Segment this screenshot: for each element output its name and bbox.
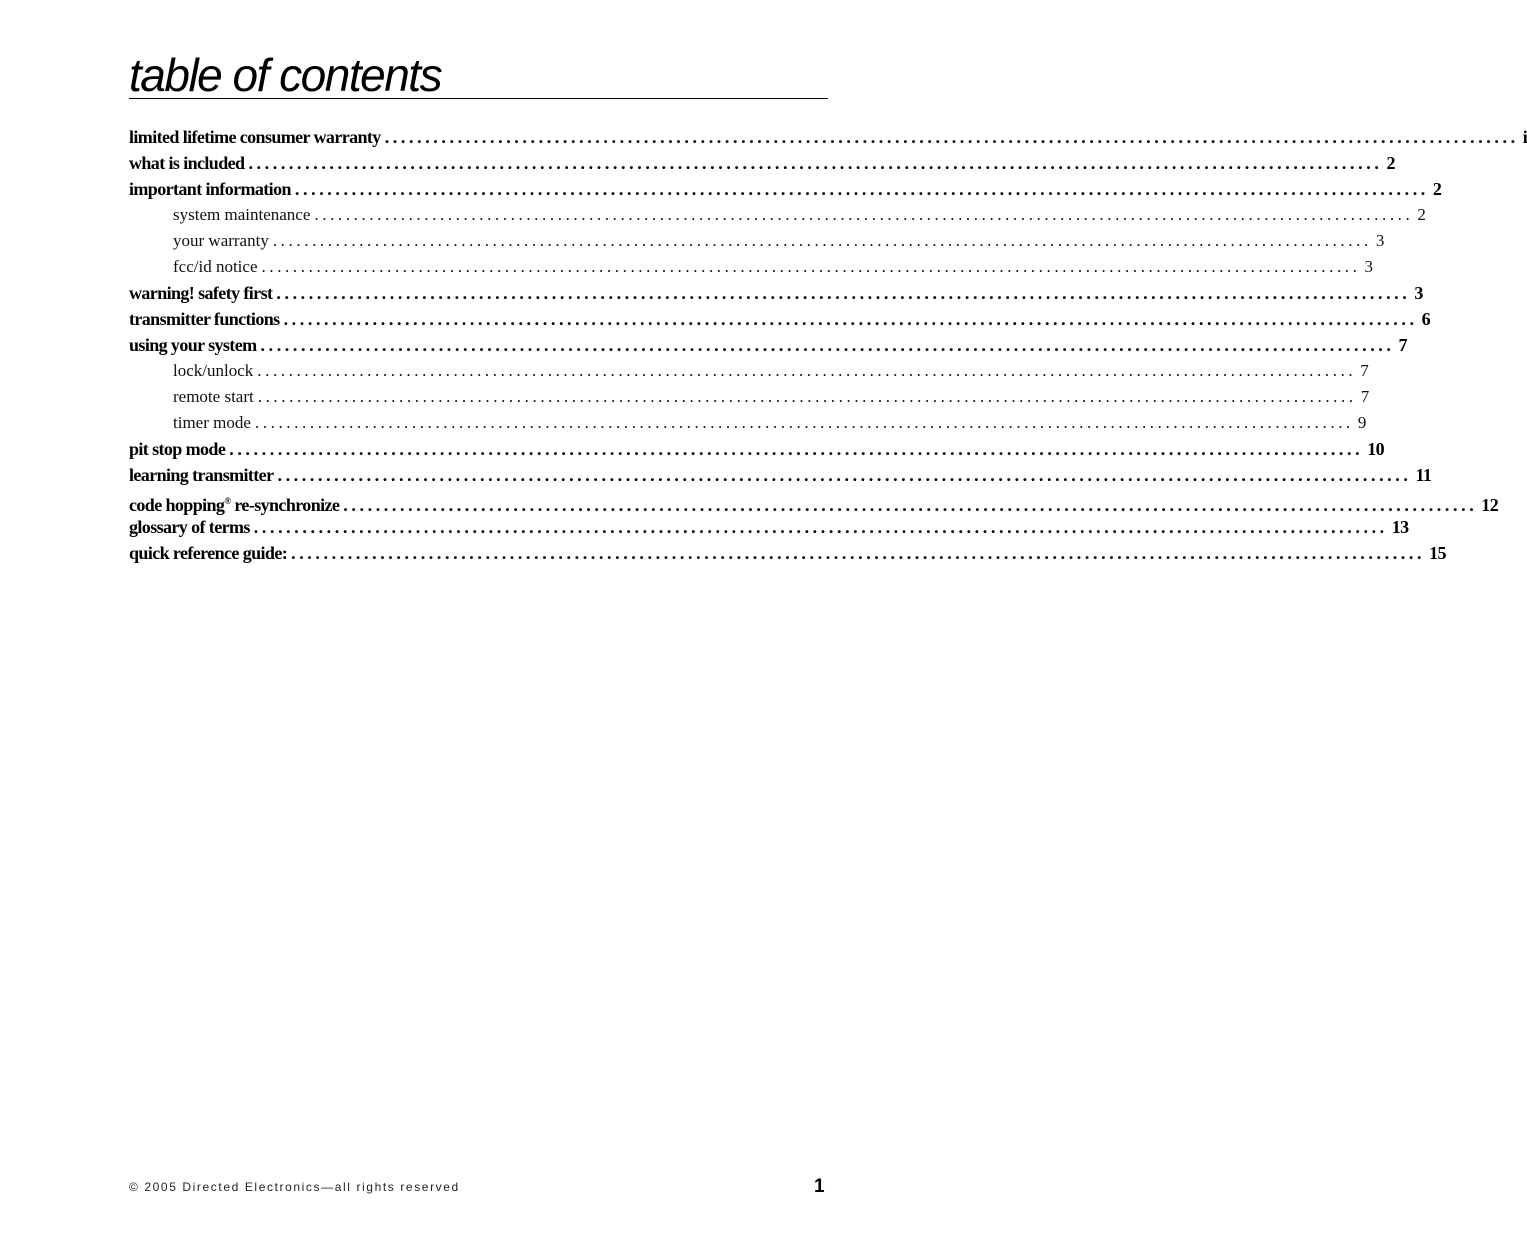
dot-leader: ............................................................................................................................................ xyxy=(257,387,1357,406)
toc-entry-label-text: lock/unlock xyxy=(173,361,254,380)
toc-entry-label xyxy=(129,124,381,150)
toc-entry-page: 11 xyxy=(1415,465,1432,485)
toc-entry-label-text: important information xyxy=(129,179,291,199)
toc-entry xyxy=(129,410,1367,436)
toc-entry xyxy=(129,202,1426,228)
dot-leader: ............................................................................................................................................ xyxy=(314,205,1414,224)
dot-leader: ............................................................................................................................................ xyxy=(260,335,1395,355)
toc-entry xyxy=(129,488,1499,515)
toc-entry xyxy=(129,540,1446,566)
toc-entry-label-text: quick reference guide: xyxy=(129,543,288,563)
toc-entry xyxy=(129,150,1395,176)
toc-entry-page: 7 xyxy=(1360,387,1370,406)
toc-entry xyxy=(129,280,1423,306)
toc-entry-label xyxy=(129,332,257,358)
toc-entry-page: 2 xyxy=(1386,153,1395,173)
dot-leader: ............................................................................................................................................ xyxy=(253,517,1388,537)
toc-entry-label-text: learning transmitter xyxy=(129,465,274,485)
toc-entry-label xyxy=(129,436,225,462)
toc-entry-page: 12 xyxy=(1481,495,1499,515)
toc-entry xyxy=(129,514,1409,540)
toc-entry-label-text: transmitter functions xyxy=(129,309,280,329)
toc-entry xyxy=(129,462,1432,488)
toc-entry xyxy=(129,176,1442,202)
dot-leader: ............................................................................................................................................ xyxy=(261,257,1361,276)
toc-entry-label xyxy=(129,540,287,566)
toc-entry xyxy=(129,228,1385,254)
toc-entry-page: 3 xyxy=(1364,257,1373,276)
toc-entry-label xyxy=(129,280,272,306)
dot-leader: ............................................................................................................................................ xyxy=(291,543,1426,563)
toc-entry-label-text: using your system xyxy=(129,335,257,355)
toc-entry-page: 6 xyxy=(1421,309,1430,329)
toc-entry xyxy=(129,436,1385,462)
toc-entry-page: 2 xyxy=(1432,179,1442,199)
toc-entry-page: 2 xyxy=(1417,205,1426,224)
dot-leader: ............................................................................................................................................ xyxy=(277,465,1412,485)
toc-entry-label xyxy=(129,150,244,176)
toc-entry xyxy=(129,124,1527,150)
toc-entry-label-text: timer mode xyxy=(173,413,251,432)
dot-leader: ............................................................................................................................................ xyxy=(229,439,1364,459)
toc-entry xyxy=(129,384,1370,410)
toc-entry-label xyxy=(173,410,251,436)
dot-leader: ............................................................................................................................................ xyxy=(343,495,1478,515)
toc-entry-page: 7 xyxy=(1398,335,1407,355)
dot-leader: ............................................................................................................................................ xyxy=(276,283,1411,303)
toc-entry-label-text: pit stop mode xyxy=(129,439,226,459)
toc-entry-label-text: warning! safety first xyxy=(129,283,273,303)
toc-entry-page: 9 xyxy=(1357,413,1367,432)
toc-entry-label-suffix: re-synchronize xyxy=(230,495,340,515)
dot-leader: ............................................................................................................................................ xyxy=(257,361,1357,380)
toc-entry xyxy=(129,332,1407,358)
page-title: table of contents xyxy=(129,49,442,101)
page-number: 1 xyxy=(814,1176,825,1197)
toc-entry xyxy=(129,358,1369,384)
toc-entry-label-text: system maintenance xyxy=(173,205,311,224)
toc-entry-page: 3 xyxy=(1414,283,1423,303)
dot-leader: ............................................................................................................................................ xyxy=(248,153,1383,173)
toc-entry xyxy=(129,254,1373,280)
toc-entry-label-text: remote start xyxy=(173,387,254,406)
dot-leader: ............................................................................................................................................ xyxy=(283,309,1418,329)
toc-entry-page: 7 xyxy=(1360,361,1369,380)
registered-mark: ® xyxy=(224,496,231,506)
toc-entry-label-text: limited lifetime consumer warranty xyxy=(129,127,381,147)
toc-entry-page: 15 xyxy=(1429,543,1446,563)
copyright-notice: © 2005 Directed Electronics—all rights reserved xyxy=(129,1180,460,1194)
title-divider xyxy=(129,98,828,99)
toc-entry-label-text: code hopping xyxy=(129,495,225,515)
toc-entry-label-text: fcc/id notice xyxy=(173,257,258,276)
dot-leader: ............................................................................................................................................ xyxy=(272,231,1372,250)
toc-entry-label-text: glossary of terms xyxy=(129,517,250,537)
toc-entry-page: i xyxy=(1522,127,1527,147)
dot-leader: ............................................................................................................................................ xyxy=(384,127,1519,147)
toc-entry-page: 10 xyxy=(1367,439,1385,459)
toc-entry-label xyxy=(173,384,254,410)
toc-entry-label xyxy=(173,254,258,280)
toc-entry-label-text: your warranty xyxy=(173,231,269,250)
dot-leader: ............................................................................................................................................ xyxy=(294,179,1429,199)
toc-entry-label xyxy=(129,306,280,332)
toc-entry-label xyxy=(173,228,269,254)
toc-entry-page: 13 xyxy=(1391,517,1409,537)
toc-entry-label-text: what is included xyxy=(129,153,245,173)
toc-entry-label xyxy=(129,514,250,540)
toc-entry-label xyxy=(129,462,273,488)
toc-entry-page: 3 xyxy=(1375,231,1385,250)
table-of-contents xyxy=(129,124,1527,566)
toc-entry-label xyxy=(129,176,291,202)
dot-leader: ............................................................................................................................................ xyxy=(254,413,1354,432)
toc-entry xyxy=(129,306,1430,332)
toc-entry-label xyxy=(173,358,253,384)
toc-entry-label xyxy=(173,202,310,228)
